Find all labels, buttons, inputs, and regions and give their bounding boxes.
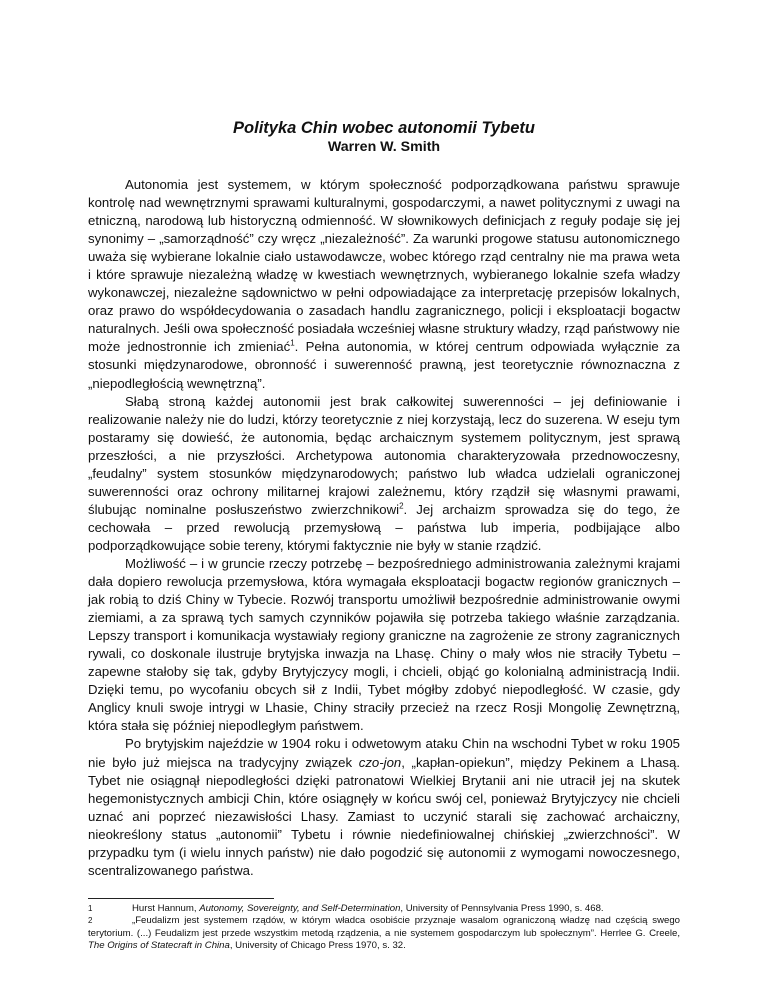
- footnote-1-number: 1: [88, 903, 93, 913]
- footnote-2-number: 2: [88, 916, 93, 926]
- footnote-ref-1[interactable]: 1: [290, 339, 295, 349]
- paragraph-2: [88, 393, 680, 555]
- article-author: Warren W. Smith: [327, 139, 441, 155]
- footnote-2-book-title: The Origins of Statecraft in China: [88, 940, 230, 952]
- footnote-1-text-b: , University of Pennsylvania Press 1990, s. 468.: [400, 902, 604, 914]
- article-body: [88, 176, 680, 880]
- footnote-2: [88, 915, 680, 952]
- paragraph-4-text-b: , „kapłan-opiekun”, między Pekinem a Lhasą. Tybet nie osiągnął niepodległości dzięki patronatowi Wielkiej Brytanii ani nie utracił jej na skutek hegemonistycznych ambicji Chin, które osiągnęły w końcu swój cel, ponieważ Brytyjczycy nie chcieli uznać ani poprzeć niezawisłości Lhasy. Zamiast to uczynić starali się zachować archaiczny, nieokreślony status „autonomii” Tybetu i równie niedefiniowalnej chińskiej „zwierzchności”. W przypadku tym (i wielu innych państw) nie dało pogodzić się autonomii z wymogami nowoczesnego, scentralizowanego państwa.: [88, 754, 680, 878]
- paragraph-1-text-a: Autonomia jest systemem, w którym społeczność podporządkowana państwu sprawuje kontrolę nad wewnętrznymi sprawami kulturalnymi, gospodarczymi, a nawet politycznymi z uwagi na etniczną, narodową lub historyczną odmienność. W słownikowych definicjach z reguły podaje się jej synonimy – „samorządność” czy wręcz „niezależność”. Za warunki progowe statusu autonomicznego uważa się wybierane lokalnie ciało ustawodawcze, wobec którego rząd centralny nie ma prawa weta i które sprawuje niezależną władzę w kwestiach wewnętrznych, wybieranego lokalnie szefa władzy wykonawczej, niezależne sądownictwo w pełni odpowiadające za interpretację przepisów lokalnych, oraz prawo do współdecydowania o zasadach handlu zagranicznego, policji i eksploatacji bogactw naturalnych. Jeśli owa społeczność posiadała wcześniej własne struktury władzy, rząd państwowy nie może jednostronnie ich zmieniać: [88, 177, 681, 355]
- footnote-ref-2[interactable]: 2: [399, 501, 404, 511]
- paragraph-2-text-a: Słabą stroną każdej autonomii jest brak całkowitej suwerenności – jej definiowanie i realizowanie należy nie do ludzi, którzy teoretycznie z niej korzystają, lecz do suzerena. W eseju tym postaramy się dowieść, że autonomia, będąc archaicznym systemem politycznym, jest sprawą przeszłości, a nie przyszłości. Archetypowa autonomia charakteryzowała przednowoczesny, „feudalny” system stosunków międzynarodowych; państwo lub władca udzielali ograniczonej suwerenności oraz ochrony militarnej krajowi zależnemu, który rządził się własnymi prawami, ślubując nominalne posłuszeństwo zwierzchnikowi: [88, 393, 680, 517]
- paragraph-1-text-b: . Pełna autonomia, w której centrum odpowiada wyłącznie za stosunki międzynarodowe, obronność i suwerenność prawną, jest teoretycznie równoznaczna z „niepodległością wewnętrzną”.: [88, 339, 680, 391]
- footnote-1: [88, 903, 680, 915]
- footnote-2-text-b: , University of Chicago Press 1970, s. 32.: [229, 940, 406, 952]
- paragraph-1: [88, 176, 680, 393]
- paragraph-2-text-b: . Jej archaizm sprowadza się do tego, że cechowała – przed rewolucją przemysłową – państwa lub imperia, podbijające albo podporządkowujące sobie tereny, którymi faktycznie nie były w stanie rządzić.: [88, 501, 680, 553]
- paragraph-3: Możliwość – i w gruncie rzeczy potrzebę – bezpośredniego administrowania zależnymi krajami dała dopiero rewolucja przemysłowa, która wymagała eksploatacji bogactw regionów granicznych – jak robią to dziś Chiny w Tybecie. Rozwój transportu umożliwił bezpośrednie administrowanie owymi ziemiami, a za sprawą tych samych czynników pojawiła się potrzeba takiego właśnie zarządzania. Lepszy transport i komunikacja wystawiały regiony graniczne na zagrożenie ze strony zagranicznych rywali, co doskonale ilustruje brytyjska inwazja na Lhasę. Chiny o mały włos nie straciły Tybetu – zapewne stałoby się tak, gdyby Brytyjczycy mogli, i chcieli, objąć go kolonialną administracją Indii. Dzięki temu, po wycofaniu obcych sił z Indii, Tybet mógłby zdobyć niepodległość. W czasie, gdy Anglicy knuli swoje intrygi w Lhasie, Chiny straciły przecież na rzecz Rosji Mongolię Zewnętrzną, która stała się później niepodległym państwem.: [88, 555, 680, 734]
- footnote-1-text-a: Hurst Hannum,: [132, 902, 200, 914]
- footnote-1-book-title: Autonomy, Sovereignty, and Self-Determination: [199, 902, 401, 914]
- paragraph-4: [88, 735, 680, 879]
- footnote-2-text-a: „Feudalizm jest systemem rządów, w którym władca osobiście przyznaje wasalom ograniczoną władzę nad częścią swego terytorium. (...) Feudalizm jest przede wszystkim metodą rządzenia, a nie systemem gospodarczym lub społecznym”. Herrlee G. Creele,: [88, 915, 680, 939]
- article-title: Polityka Chin wobec autonomii Tybetu: [233, 119, 535, 137]
- paragraph-4-text-a: Po brytyjskim najeździe w 1904 roku i odwetowym ataku Chin na wschodni Tybet w roku 1905 nie było już miejsca na tradycyjny związek: [88, 736, 680, 770]
- paragraph-4-term: czo-jon: [358, 754, 402, 770]
- footnote-divider: [88, 898, 274, 899]
- document-page: [88, 118, 680, 952]
